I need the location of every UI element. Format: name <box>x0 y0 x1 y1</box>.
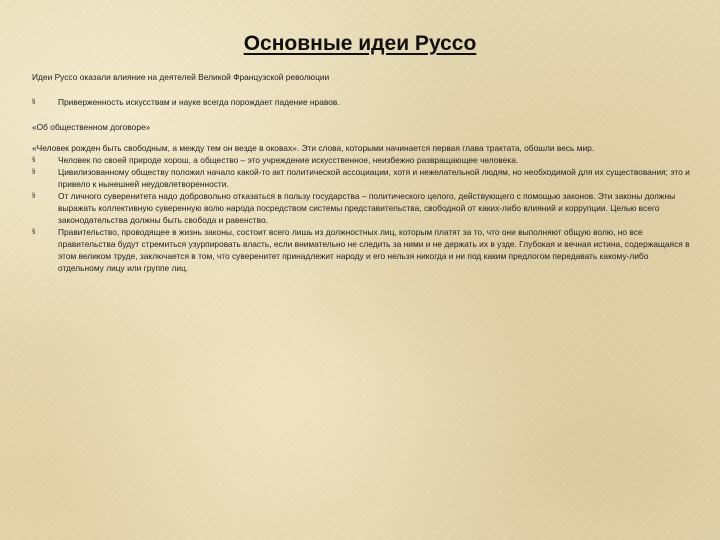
bullet-marker: § <box>32 157 36 163</box>
list-item-text: Человек по своей природе хорош, а общество – это учреждение искусственное, неизбежно развращающее человека. <box>58 155 519 165</box>
bullet-marker: § <box>32 99 36 105</box>
bullet-marker: § <box>32 193 36 199</box>
list-item-text: Приверженность искусствам и науке всегда порождает падение нравов. <box>58 97 340 107</box>
list-item <box>32 96 692 108</box>
intro-text: Идеи Руссо оказали влияние на деятелей Великой Французской революции <box>32 72 330 82</box>
slide-title: Основные идеи Руссо <box>243 32 477 55</box>
list-item-text: Цивилизованному обществу положил начало какой-то акт политической ассоциации, хотя и нежелательной людям, но необходимой для их существования; это и привело к нынешней неудовлетворенности. <box>58 167 690 189</box>
bullet-marker: § <box>32 229 36 235</box>
list-item <box>32 226 692 274</box>
slide-content <box>32 71 692 274</box>
bullet-marker: § <box>32 169 36 175</box>
list-item-text: Правительство, проводящее в жизнь законы, состоит всего лишь из должностных лиц, которым платят за то, что они выполняют общую волю, но все правительства будут стремиться узурпировать власть, если внимательно не следить за ними и не держать их в узде. Глубокая и вечная истина, содержащаяся в этом великом труде, заключается в том, что суверенитет принадлежит народу и его нельзя никогда и ни под каким предлогом передавать какому-либо отдельному лицу или группе лиц. <box>58 227 690 273</box>
list-item <box>32 190 692 226</box>
list-item-text: От личного суверенитета надо добровольно отказаться в пользу государства – политического целого, действующего с помощью законов. Эти законы должны выражать коллективную суверенную волю народа посредством системы представительства, свободной от каких-либо влияний и коррупции. Целью всего законодательства должны быть свобода и равенство. <box>58 191 676 225</box>
treatise-heading: «Об общественном договоре» <box>32 122 151 132</box>
quote-text: «Человек рожден быть свободным, а между тем он везде в оковах». Эти слова, которыми начинается первая глава трактата, обошли весь мир. <box>32 143 595 153</box>
list-item <box>32 154 692 166</box>
list-item <box>32 166 692 190</box>
